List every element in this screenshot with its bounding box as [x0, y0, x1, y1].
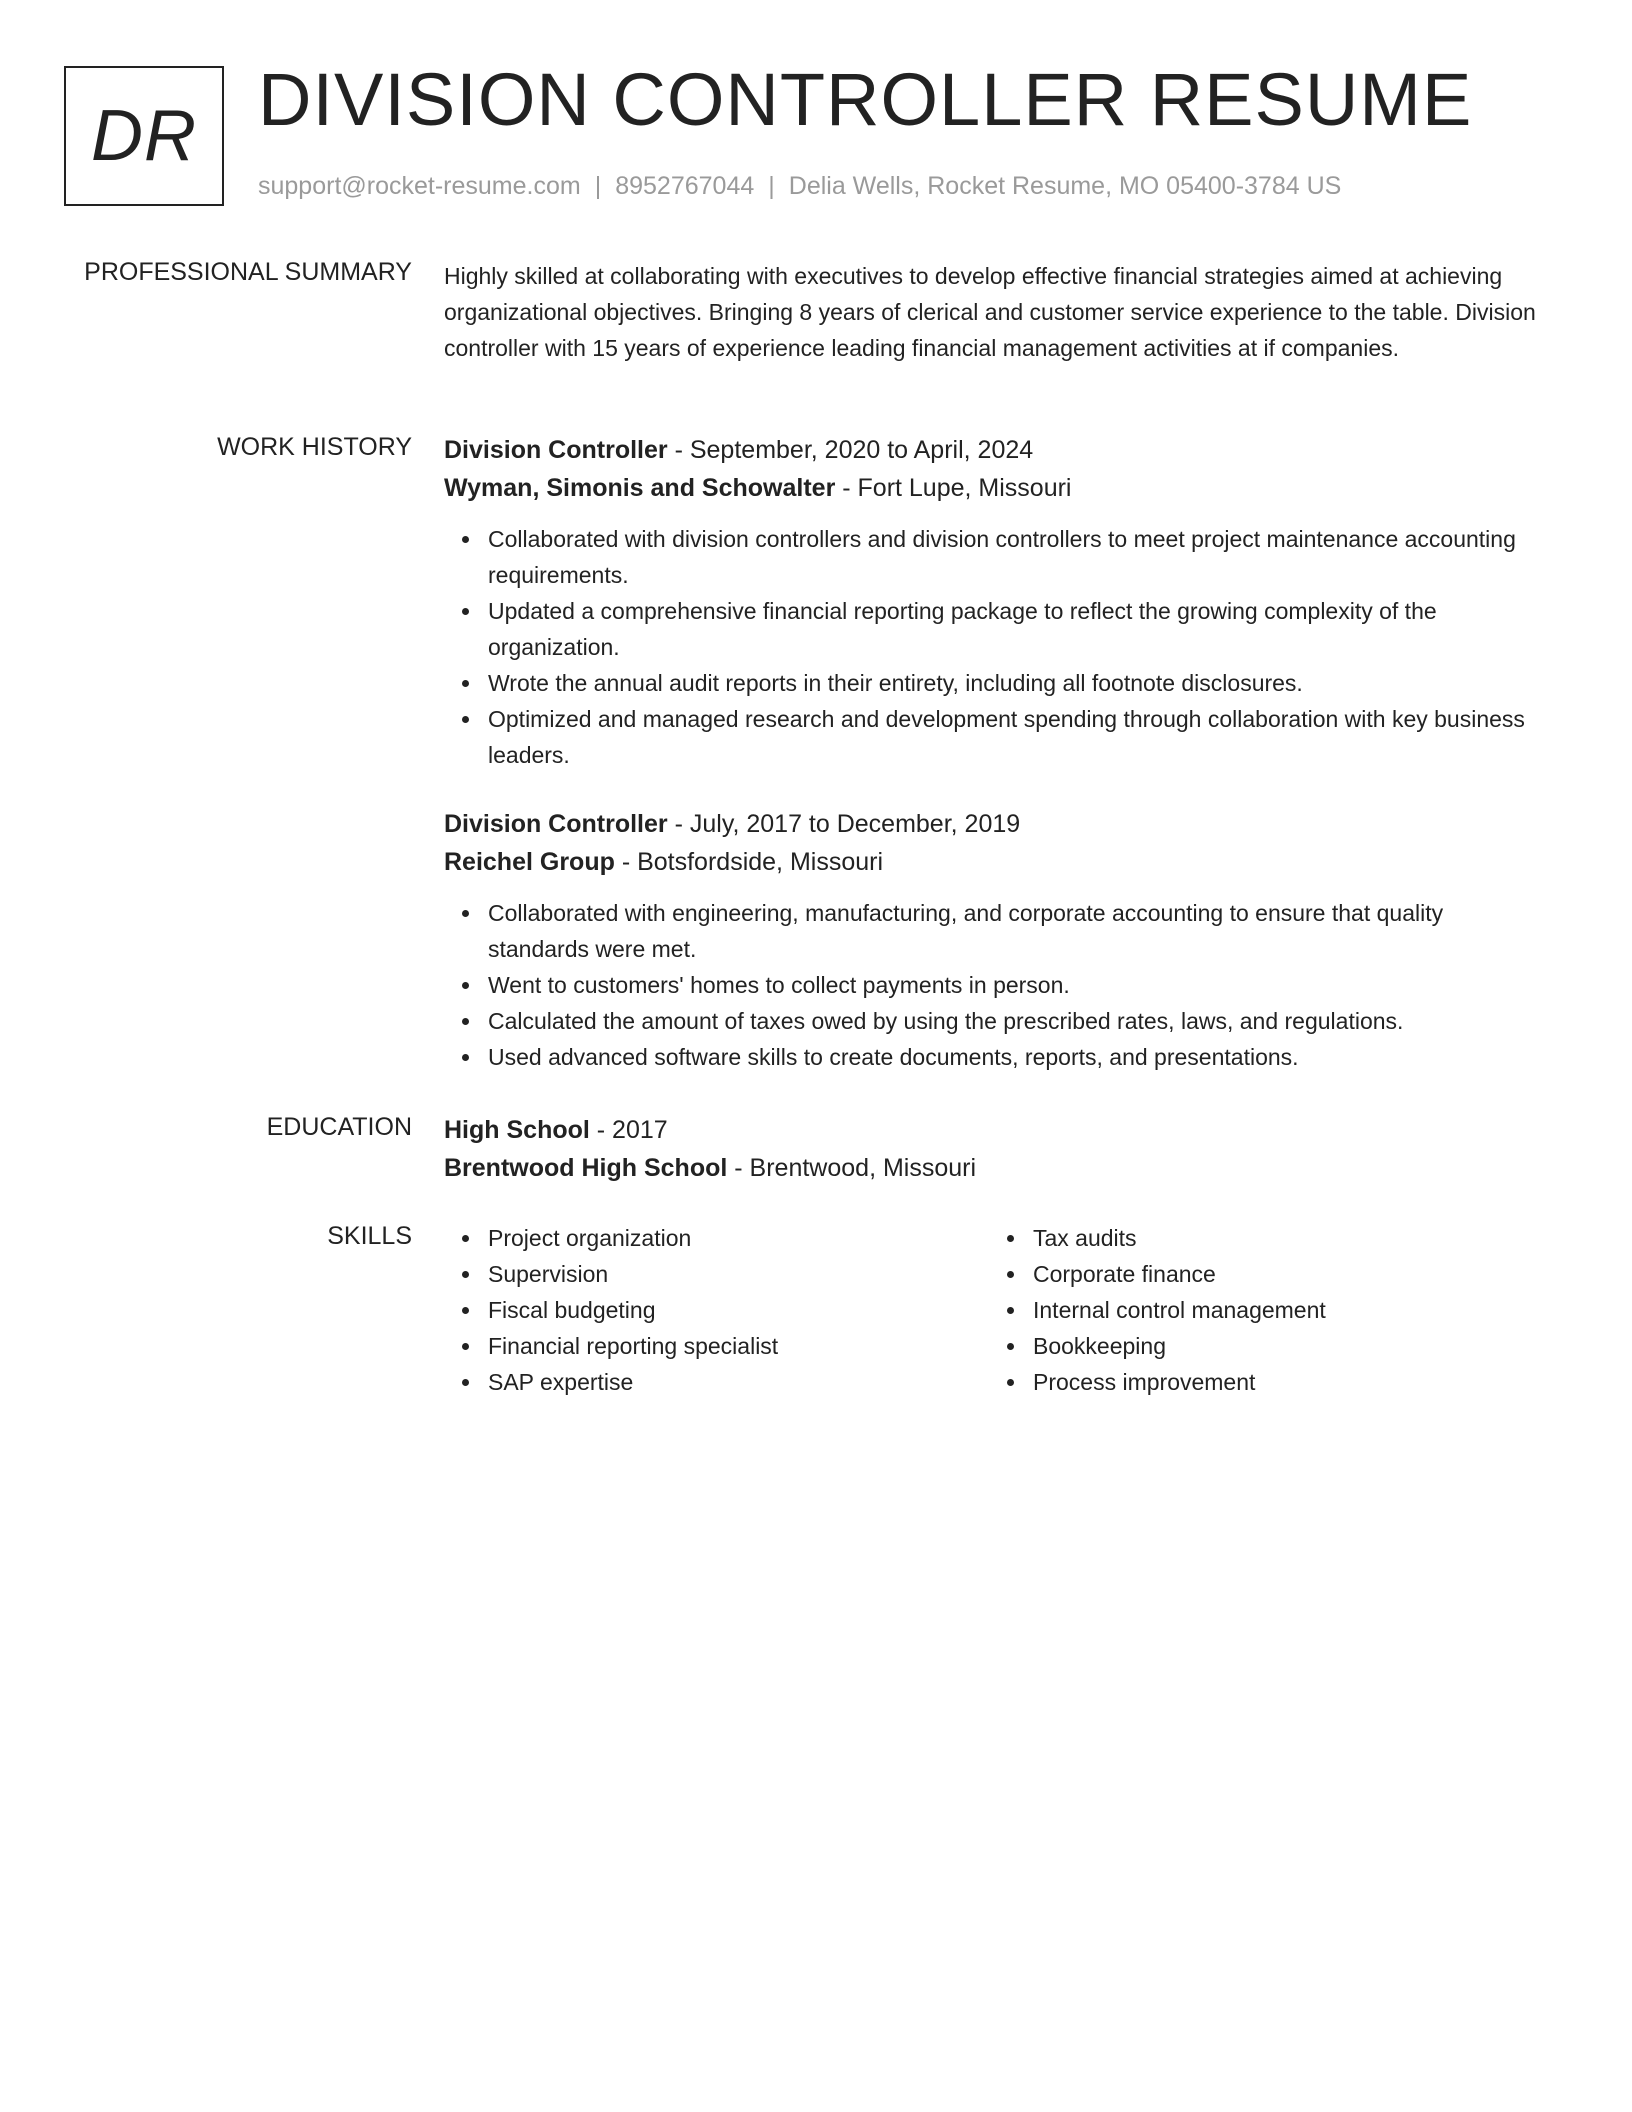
job-title: Division Controller — [444, 810, 668, 838]
skills-columns — [444, 1220, 1549, 1400]
job-bullets — [444, 521, 1549, 773]
education-school: Brentwood High School — [444, 1154, 728, 1182]
skills-label: SKILLS — [327, 1222, 412, 1250]
education-degree: High School — [444, 1116, 590, 1144]
job-dates: - July, 2017 to December, 2019 — [667, 810, 1021, 838]
job-bullet: Wrote the annual audit reports in their entirety, including all footnote disclosures. — [488, 665, 1549, 701]
job-title-line — [444, 805, 1549, 843]
skill-item: Process improvement — [1033, 1364, 1534, 1400]
education-label: EDUCATION — [266, 1113, 412, 1141]
monogram: DR — [64, 66, 224, 206]
job-bullet: Used advanced software skills to create documents, reports, and presentations. — [488, 1039, 1549, 1075]
job-company: Reichel Group — [444, 848, 615, 876]
job-company-line — [444, 469, 1549, 507]
education-degree-line — [444, 1111, 1549, 1149]
job-entry — [444, 431, 1549, 773]
skill-item: SAP expertise — [488, 1364, 989, 1400]
skill-item: Financial reporting specialist — [488, 1328, 989, 1364]
skill-item: Internal control management — [1033, 1292, 1534, 1328]
job-bullet: Calculated the amount of taxes owed by using the prescribed rates, laws, and regulations. — [488, 1003, 1549, 1039]
skill-item: Corporate finance — [1033, 1256, 1534, 1292]
job-entry — [444, 805, 1549, 1075]
job-dates: - September, 2020 to April, 2024 — [667, 436, 1034, 464]
job-bullet: Collaborated with division controllers and division controllers to meet project maintenance accounting requirements. — [488, 521, 1549, 593]
skills-body — [444, 1220, 1549, 1400]
contact-separator: | — [768, 172, 775, 200]
job-bullets — [444, 895, 1549, 1075]
job-location: - Botsfordside, Missouri — [614, 848, 884, 876]
job-title-line — [444, 431, 1549, 469]
job-bullet: Optimized and managed research and development spending through collaboration with key business leaders. — [488, 701, 1549, 773]
skills-list-left — [444, 1220, 989, 1400]
job-company-line — [444, 843, 1549, 881]
skill-item: Tax audits — [1033, 1220, 1534, 1256]
contact-phone: 8952767044 — [615, 172, 755, 200]
education-school-line — [444, 1149, 1549, 1187]
work-history-body — [444, 431, 1549, 1075]
job-location: - Fort Lupe, Missouri — [835, 474, 1072, 502]
resume-title: DIVISION CONTROLLER RESUME — [258, 58, 1473, 141]
skill-item: Supervision — [488, 1256, 989, 1292]
contact-separator: | — [594, 172, 602, 200]
summary-body — [444, 258, 1549, 366]
contact-email: support@rocket-resume.com — [258, 172, 581, 200]
work-history-label: WORK HISTORY — [217, 433, 412, 461]
job-bullet: Updated a comprehensive financial reporting package to reflect the growing complexity of the organization. — [488, 593, 1549, 665]
job-company: Wyman, Simonis and Schowalter — [444, 474, 836, 502]
summary-text: Highly skilled at collaborating with executives to develop effective financial strategies aimed at achieving organizational objectives. Bringing 8 years of clerical and customer service experience to the table. Division controller with 15 years of experience leading financial management activities at if companies. — [444, 263, 1536, 361]
job-bullet: Went to customers' homes to collect payments in person. — [488, 967, 1549, 1003]
job-title: Division Controller — [444, 436, 668, 464]
education-year: - 2017 — [589, 1116, 668, 1144]
skills-column-right — [989, 1220, 1534, 1400]
skill-item: Fiscal budgeting — [488, 1292, 989, 1328]
education-body — [444, 1111, 1549, 1187]
contact-address: Delia Wells, Rocket Resume, MO 05400-3784 US — [788, 172, 1342, 200]
education-location: - Brentwood, Missouri — [727, 1154, 977, 1182]
skills-column-left — [444, 1220, 989, 1400]
skill-item: Bookkeeping — [1033, 1328, 1534, 1364]
skill-item: Project organization — [488, 1220, 989, 1256]
summary-label: PROFESSIONAL SUMMARY — [84, 258, 412, 286]
job-bullet: Collaborated with engineering, manufacturing, and corporate accounting to ensure that quality standards were met. — [488, 895, 1549, 967]
contact-line — [258, 172, 1341, 201]
skills-list-right — [989, 1220, 1534, 1400]
